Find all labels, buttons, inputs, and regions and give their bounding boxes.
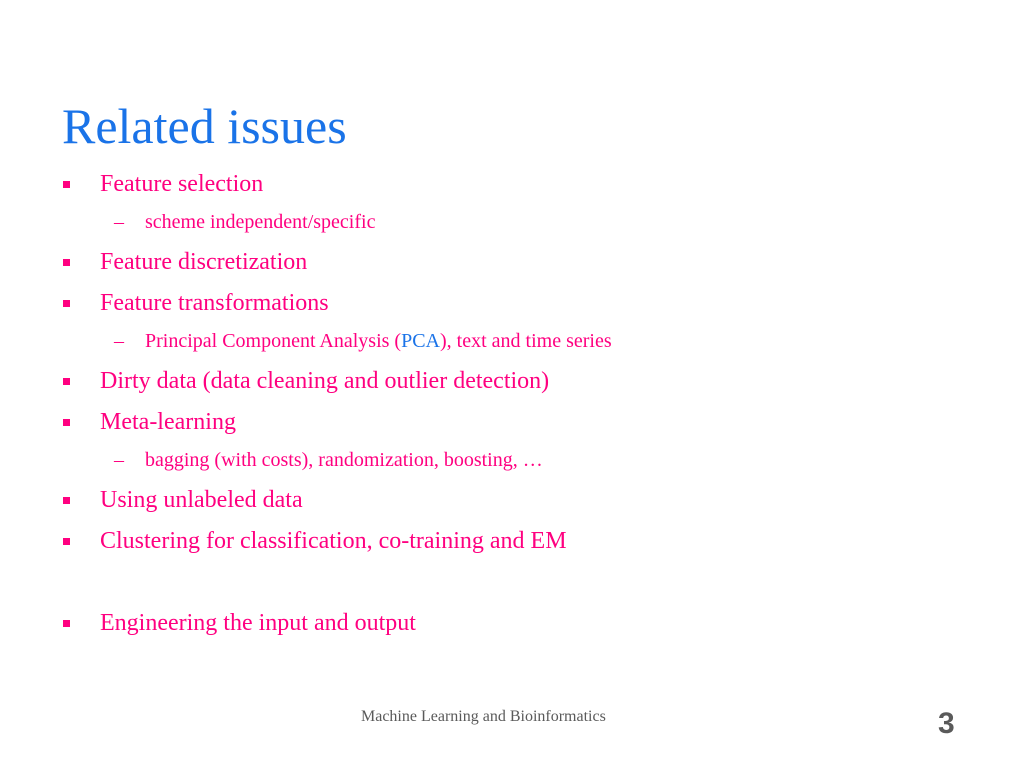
pca-highlight: PCA (401, 330, 440, 352)
square-bullet-icon (63, 378, 70, 385)
square-bullet-icon (63, 497, 70, 504)
list-item-text: Feature selection (100, 171, 264, 197)
square-bullet-icon (63, 538, 70, 545)
sub-list-item-text: scheme independent/specific (145, 211, 376, 233)
square-bullet-icon (63, 419, 70, 426)
dash-bullet: – (114, 449, 124, 471)
list-item-text: Engineering the input and output (100, 610, 416, 636)
dash-bullet: – (114, 330, 124, 352)
list-item-text: Meta-learning (100, 409, 236, 435)
sub-text-after: ), text and time series (440, 330, 612, 352)
list-item-text: Feature discretization (100, 249, 308, 275)
page-number: 3 (938, 707, 955, 740)
list-item-text: Feature transformations (100, 290, 329, 316)
footer-text: Machine Learning and Bioinformatics (361, 708, 606, 725)
list-item-text: Using unlabeled data (100, 487, 303, 513)
list-item-text: Clustering for classification, co-training and EM (100, 528, 567, 554)
square-bullet-icon (63, 620, 70, 627)
sub-list-item-text (145, 329, 612, 353)
square-bullet-icon (63, 300, 70, 307)
list-item-text: Dirty data (data cleaning and outlier detection) (100, 368, 550, 394)
square-bullet-icon (63, 259, 70, 266)
square-bullet-icon (63, 181, 70, 188)
sub-list-item-text: bagging (with costs), randomization, boosting, … (145, 449, 543, 471)
dash-bullet: – (114, 211, 124, 233)
slide-title: Related issues (62, 98, 347, 154)
sub-text-before: Principal Component Analysis ( (145, 330, 402, 352)
